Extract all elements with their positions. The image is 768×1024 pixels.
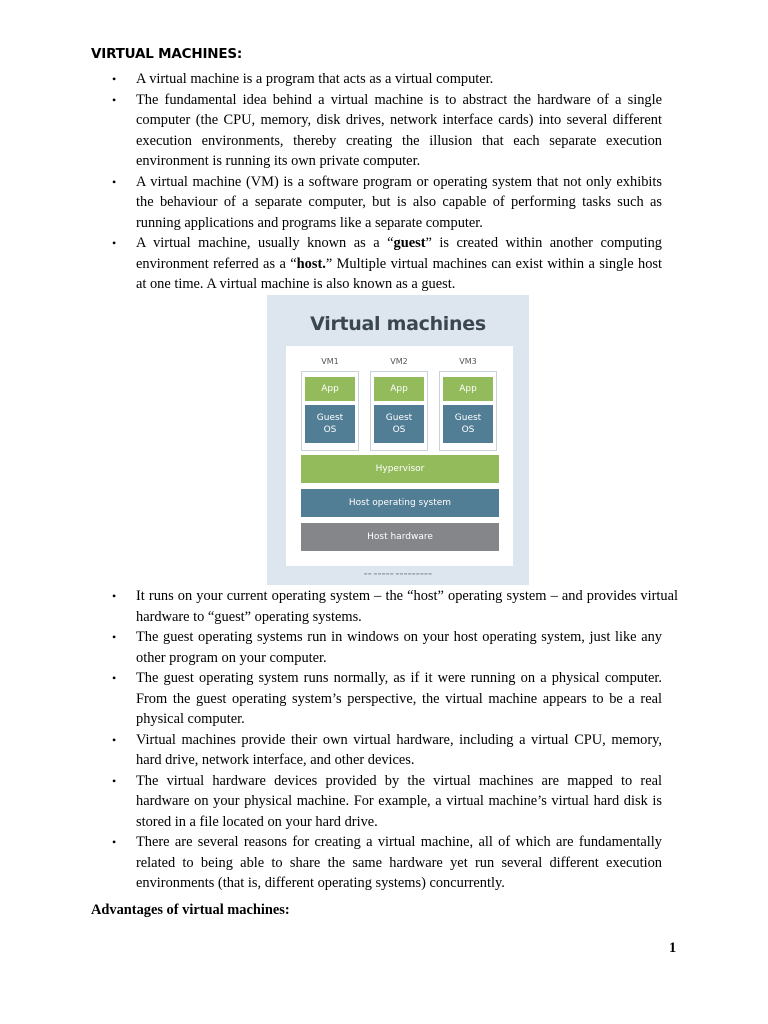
- guest-os-label: Guest: [316, 413, 344, 423]
- list-item-text: The fundamental idea behind a virtual machine is to abstract the hardware of a single computer (the CPU, memory, disk drives, network interface cards) into several different execution environments, thereby creating the illusion that each separate execution environment is running its own private computer.: [136, 91, 662, 169]
- bold-term-guest: guest: [393, 235, 426, 251]
- vm-column: [439, 355, 497, 435]
- section-heading: VIRTUAL MACHINES:: [91, 46, 243, 62]
- list-item-text: There are several reasons for creating a virtual machine, all of which are fundamentally related to being able to share the same hardware yet run several different execution environments (that is, different operating systems) concurrently.: [136, 834, 662, 891]
- diagram-panel: [286, 346, 513, 566]
- page-number: 1: [669, 940, 677, 956]
- guest-os-block: [443, 405, 493, 443]
- list-item: [91, 832, 662, 894]
- vm-box: [370, 371, 428, 451]
- hypervisor-layer: Hypervisor: [301, 455, 499, 483]
- list-item: [91, 233, 662, 295]
- list-item-text: Virtual machines provide their own virtual hardware, including a virtual CPU, memory, hard drive, network interface, and other devices.: [136, 731, 662, 768]
- list-item-text: The virtual hardware devices provided by the virtual machines are mapped to real hardware on your physical machine. For example, a virtual machine’s virtual hard disk is stored in a file located on your hard drive.: [136, 772, 662, 830]
- bullet-icon: •: [112, 732, 117, 747]
- app-block: App: [374, 377, 424, 401]
- bold-term-host: host.: [296, 255, 326, 272]
- bullet-icon: •: [112, 174, 117, 189]
- virtual-machines-diagram: [267, 295, 529, 585]
- bullet-list-intro: [91, 69, 662, 295]
- list-item: [91, 668, 662, 730]
- app-block: App: [443, 377, 493, 401]
- list-item-text: A virtual machine (VM) is a software program or operating system that not only exhibits the behaviour of a separate computer, but is also capable of performing tasks such as running applications and programs like a separate computer.: [136, 173, 662, 231]
- list-item: [91, 90, 662, 172]
- bullet-list-details: [91, 586, 678, 894]
- bullet-icon: •: [112, 773, 117, 788]
- diagram-title: Virtual machines: [310, 313, 486, 335]
- host-hardware-layer: Host hardware: [301, 523, 499, 551]
- list-item: [91, 730, 662, 771]
- guest-os-label: OS: [323, 425, 337, 435]
- guest-os-label: Guest: [385, 413, 413, 423]
- vm-label: VM1: [321, 357, 339, 366]
- advantages-heading: Advantages of virtual machines:: [91, 902, 290, 918]
- vm-box: [439, 371, 497, 451]
- text-run: A virtual machine, usually known as a “: [136, 235, 394, 251]
- vm-box: [301, 371, 359, 451]
- list-item: [91, 586, 678, 627]
- guest-os-label: OS: [461, 425, 475, 435]
- bullet-icon: •: [112, 589, 117, 603]
- list-item-text: It runs on your current operating system – the “host” operating system – and provides virtual hardware to “guest” operating systems.: [136, 588, 678, 625]
- bullet-icon: •: [112, 92, 117, 107]
- vm-label: VM2: [390, 357, 408, 366]
- bullet-icon: •: [112, 630, 117, 644]
- vm-column: [370, 355, 428, 435]
- app-block: App: [305, 377, 355, 401]
- bullet-icon: •: [112, 835, 117, 849]
- text-run: ” Multiple virtual machines can exist within a single host at one time. A virtual machine is also known as a guest.: [136, 255, 662, 292]
- image-credit-mark: ▬▬ ▬▬▬▬▬ ▬▬▬▬▬▬▬▬▬: [363, 571, 433, 576]
- text-run: ” is created within another computing environment referred as a “: [136, 235, 662, 272]
- bullet-icon: •: [112, 72, 117, 86]
- list-item-text: A virtual machine is a program that acts as a virtual computer.: [136, 71, 494, 87]
- list-item: [91, 69, 662, 90]
- list-item-text: The guest operating systems run in windows on your host operating system, just like any other program on your computer.: [136, 629, 662, 666]
- list-item: [91, 771, 662, 833]
- guest-os-label: Guest: [454, 413, 482, 423]
- list-item-text: [136, 235, 662, 292]
- bullet-icon: •: [112, 236, 117, 250]
- list-item: [91, 627, 662, 668]
- bullet-icon: •: [112, 671, 117, 685]
- vm-label: VM3: [459, 357, 477, 366]
- list-item-text: The guest operating system runs normally, as if it were running on a physical computer. From the guest operating system’s perspective, the virtual machine appears to be a real physical computer.: [136, 670, 662, 727]
- host-os-layer: Host operating system: [301, 489, 499, 517]
- list-item: [91, 172, 662, 234]
- guest-os-block: [374, 405, 424, 443]
- vm-column: [301, 355, 359, 435]
- guest-os-block: [305, 405, 355, 443]
- guest-os-label: OS: [392, 425, 406, 435]
